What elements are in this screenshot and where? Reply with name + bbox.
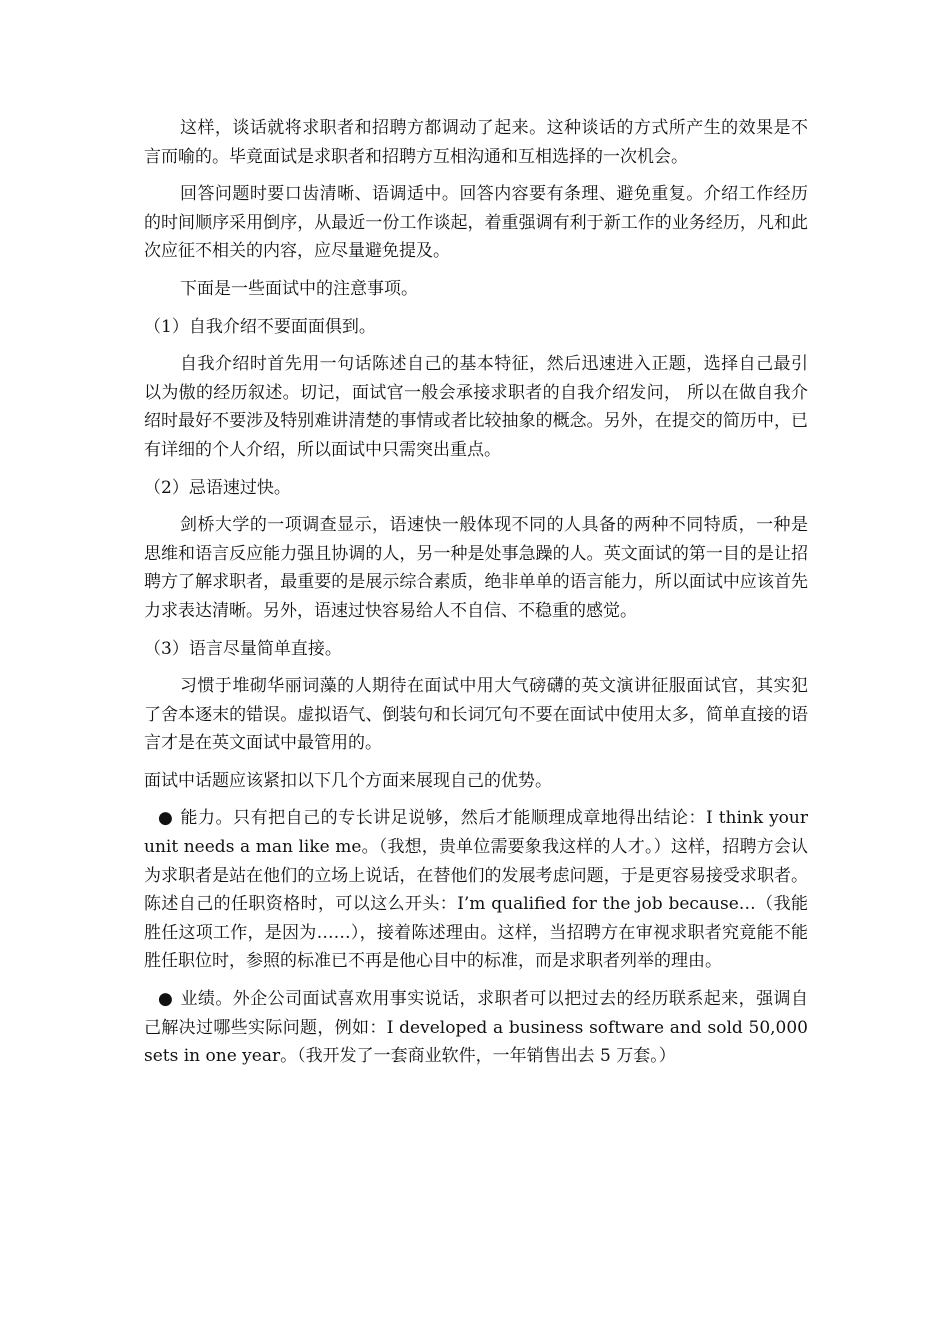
bullet-dot-icon: ● [158,989,173,1010]
paragraph-topics-lead: 面试中话题应该紧扣以下几个方面来展现自己的优势。 [144,770,552,791]
paragraph-speech-rate: 剑桥大学的一项调查显示，语速快一般体现不同的人具备的两种不同特质，一种是思维和语言反应能力强且协调的人，另一种是处事急躁的人。英文面试的第一目的是让招聘方了解求职者，最重要的是展示综合素质，绝非单单的语言能力，所以面试中应该首先力求表达清晰。另外，语速过快容易给人不自信、不稳重的感觉。 [144,515,808,621]
heading-self-intro: （1）自我介绍不要面面俱到。 [144,316,376,337]
paragraph-answering: 回答问题时要口齿清晰、语调适中。回答内容要有条理、避免重复。介绍工作经历的时间顺序采用倒序，从最近一份工作谈起，着重强调有利于新工作的业务经历，凡和此次应征不相关的内容，应尽量避免提及。 [144,184,808,262]
bullet-marker [144,985,180,1014]
paragraph-simple-language: 习惯于堆砌华丽词藻的人期待在面试中用大气磅礴的英文演讲征服面试官，其实犯了舍本逐末的错误。虚拟语气、倒装句和长词冗句不要在面试中使用太多，简单直接的语言才是在英文面试中最管用的。 [144,676,808,754]
document-page [144,114,808,1080]
bullet-dot-icon: ● [158,808,173,829]
bullet-performance-text: 业绩。外企公司面试喜欢用事实说话，求职者可以把过去的经历联系起来，强调自己解决过哪些实际问题，例如：I developed a business software and sold 50,000 sets in one year。（我开发了一套商业软件，一年销售出去 5 万套。） [144,989,808,1067]
bullet-ability [144,804,808,976]
paragraph-intro: 这样，谈话就将求职者和招聘方都调动了起来。这种谈话的方式所产生的效果是不言而喻的。毕竟面试是求职者和招聘方互相沟通和互相选择的一次机会。 [144,118,808,167]
heading-speech-rate: （2）忌语速过快。 [144,477,291,498]
bullet-marker [144,804,180,833]
paragraph-notes-lead: 下面是一些面试中的注意事项。 [180,278,418,299]
bullet-performance [144,985,808,1071]
paragraph-self-intro: 自我介绍时首先用一句话陈述自己的基本特征，然后迅速进入正题，选择自己最引以为傲的经历叙述。切记，面试官一般会承接求职者的自我介绍发问， 所以在做自我介绍时最好不要涉及特别难讲清楚的事情或者比较抽象的概念。另外，在提交的简历中，已有详细的个人介绍，所以面试中只需突出重点。 [144,354,808,460]
heading-simple-language: （3）语言尽量简单直接。 [144,638,342,659]
bullet-ability-text: 能力。只有把自己的专长讲足说够，然后才能顺理成章地得出结论：I think your unit needs a man like me。（我想，贵单位需要象我这样的人才。）这样，招聘方会认为求职者是站在他们的立场上说话，在替他们的发展考虑问题，于是更容易接受求职者。陈述自己的任职资格时，可以这么开头：I’m qualified for the job because…（我能胜任这项工作，是因为……），接着陈述理由。这样，当招聘方在审视求职者究竟能不能胜任职位时，参照的标准已不再是他心目中的标准，而是求职者列举的理由。 [144,808,808,972]
